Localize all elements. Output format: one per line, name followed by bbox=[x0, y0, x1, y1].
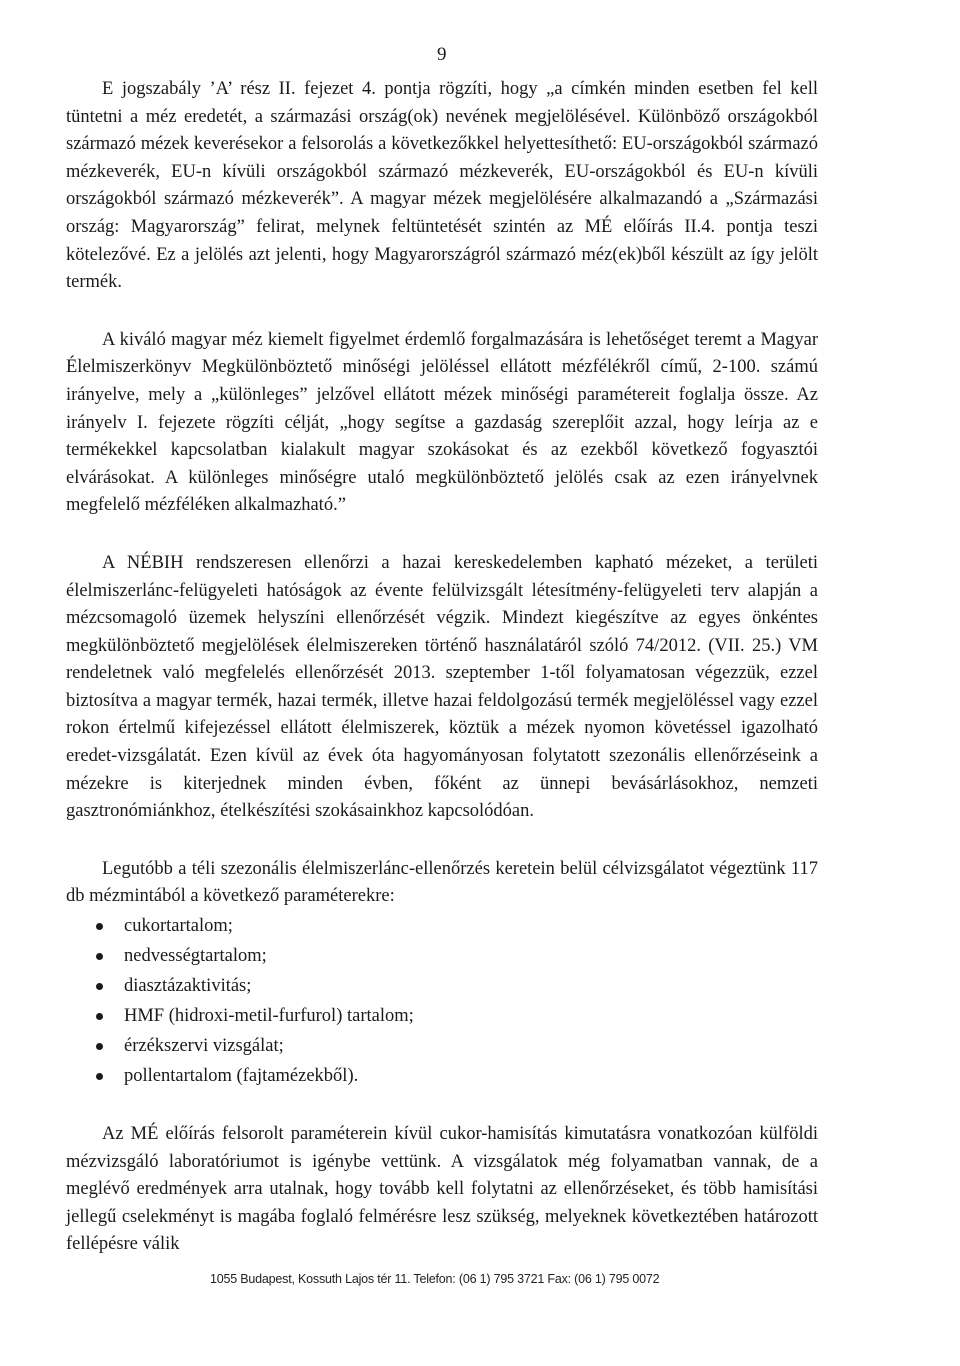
bullet-icon bbox=[96, 983, 103, 990]
list-item: pollentartalom (fajtamézekből). bbox=[66, 1061, 818, 1091]
bullet-icon bbox=[96, 1013, 103, 1020]
paragraph-nebih-inspection: A NÉBIH rendszeresen ellenőrzi a hazai kereskedelemben kapható mézeket, a területi élelmiszerlánc-felügyeleti hatóságok az évente felülvizsgált létesítmény-felügyeleti terv alapján a mézcsomagoló üzemek helyszíni ellenőrzését végzik. Mindezt kiegészítve az egyes önkéntes megkülönböztető megjelölések élelmiszereken történő használatáról szóló 74/2012. (VII. 25.) VM rendeletnek való megfelelés ellenőrzését 2013. szeptember 1-től folyamatosan végezzük, ezzel biztosítva a magyar termék, hazai termék, illetve hazai feldolgozású termék megjelöléssel vagy ezzel rokon értelmű kifejezéssel ellátott élelmiszerek, köztük a mézek nyomon követéssel igazolható eredet-vizsgálatát. Ezen kívül az évek óta hagyományosan folytatott szezonális ellenőrzéseink a mézekre is kiterjednek minden évben, főként az ünnepi bevásárlásokhoz, nemzeti gasztronómiánkhoz, ételkészítési szokásainkhoz kapcsolódóan. bbox=[66, 552, 818, 822]
bullet-icon bbox=[96, 1073, 103, 1080]
paragraph-labeling-rule: E jogszabály ’A’ rész II. fejezet 4. pontja rögzíti, hogy „a címkén minden esetben fel kell tüntetni a méz eredetét, a származási ország(ok) nevének megjelölésével. Különböző országokból származó mézek keverésekor a felsorolás a következőkkel helyettesíthető: EU-országokból származó mézkeverék, EU-n kívüli országokból származó mézkeverék, EU-országokból és EU-n kívüli országokból származó mézkeverék”. A magyar mézek megjelölésére alkalmazandó a „Származási ország: Magyarország” felirat, melynek feltüntetését szintén az MÉ előírás II.4. pontja teszi kötelezővé. Ez a jelölés azt jelenti, hogy Magyarországról származó méz(ek)ből készült az így jelölt termék. bbox=[66, 79, 818, 293]
bullet-icon bbox=[96, 923, 103, 930]
paragraph-latest-inspection: Legutóbb a téli szezonális élelmiszerlánc-ellenőrzés keretein belül célvizsgálatot végeztünk 117 db mézmintából a következő paraméterekre: bbox=[66, 858, 818, 907]
paragraph-closing: Az MÉ előírás felsorolt paraméterein kívül cukor-hamisítás kimutatásra vonatkozóan külföldi mézvizsgáló laboratóriumot is igénybe vettünk. A vizsgálatok még folyamatban vannak, de a meglévő eredmények arra utalnak, hogy tovább kell folytatni az ellenőrzéseket, és több hamisítási jellegű cselekményt is magába foglaló felmérésre lesz szükség, melyeknek következtében határozott fellépésre válik bbox=[66, 1124, 818, 1255]
list-item: HMF (hidroxi-metil-furfurol) tartalom; bbox=[66, 1001, 818, 1031]
list-item: érzékszervi vizsgálat; bbox=[66, 1031, 818, 1061]
paragraph-guideline: A kiváló magyar méz kiemelt figyelmet érdemlő forgalmazására is lehetőséget teremt a Magyar Élelmiszerkönyv Megkülönböztető minőségi jelöléssel ellátott mézfélékről című, 2-100. számú irányelve, mely a „különleges” jelzővel ellátott mézek minőségi paramétereit foglalja össze. Az irányelv I. fejezete rögzíti célját, „hogy segítse a gazdaság szereplőit azzal, hogy leírja az e termékekkel kapcsolatban kialakult magyar szokásokat és az ezekből következő fogyasztói elvárásokat. A különleges minőségre utaló megkülönböztető jelölés csak az ezen irányelvnek megfelelő mézféléken alkalmazható.” bbox=[66, 329, 818, 516]
list-item: nedvességtartalom; bbox=[66, 941, 818, 971]
list-item: cukortartalom; bbox=[66, 911, 818, 941]
bullet-icon bbox=[96, 1043, 103, 1050]
page-number: 9 bbox=[437, 44, 447, 65]
page-footer-address: 1055 Budapest, Kossuth Lajos tér 11. Telefon: (06 1) 795 3721 Fax: (06 1) 795 0072 bbox=[210, 1272, 660, 1286]
bullet-icon bbox=[96, 953, 103, 960]
document-body bbox=[66, 76, 818, 1259]
list-item: diasztázaktivitás; bbox=[66, 971, 818, 1001]
parameter-list bbox=[66, 911, 818, 1091]
